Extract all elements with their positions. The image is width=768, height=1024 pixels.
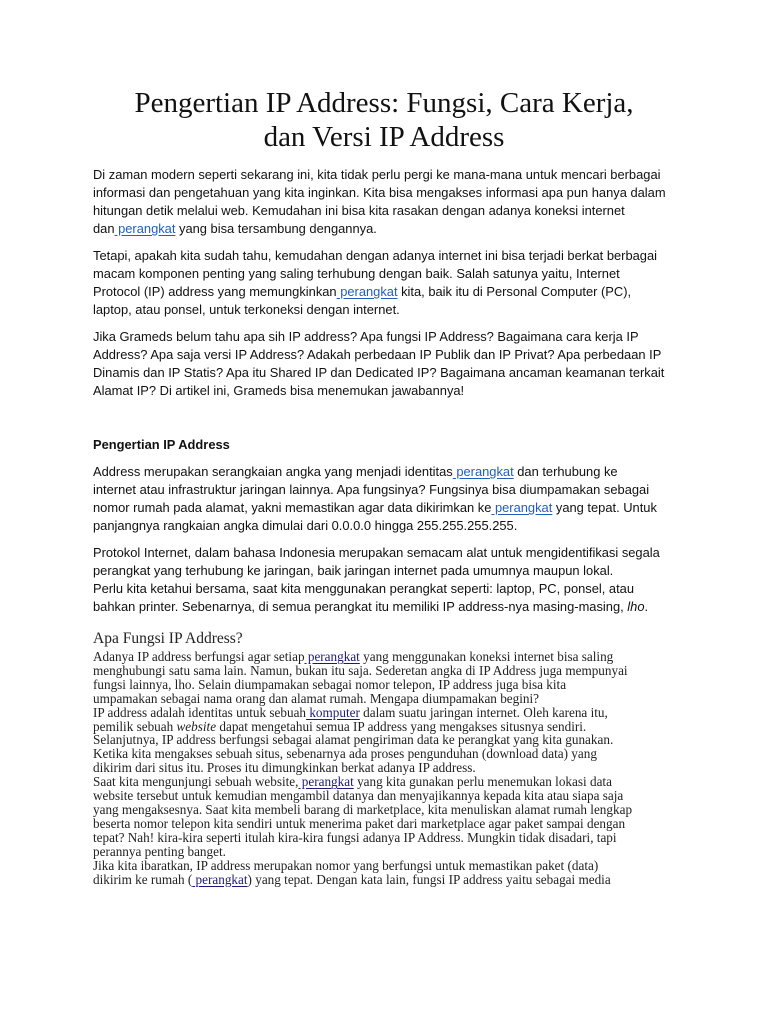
fungsi-body <box>93 650 693 886</box>
text-segment: dan <box>93 221 115 236</box>
text-line: dikirim dari situs itu. Proses itu dimungkinkan berkat adanya IP address. <box>93 760 476 776</box>
text-line: Perlu kita ketahui bersama, saat kita menggunakan perangkat seperti: laptop, PC, ponsel, atau <box>93 581 635 596</box>
perangkat-link[interactable]: perangkat <box>298 774 354 790</box>
text-segment: yang menggunakan koneksi internet bisa saling <box>359 649 614 664</box>
text-segment: kita, baik itu di Personal Computer (PC), <box>397 284 632 299</box>
text-segment: ) yang tepat. Dengan kata lain, fungsi IP address yaitu sebagai media <box>247 871 611 887</box>
text-line: tepat? Nah! kira-kira seperti itulah kira-kira fungsi adanya IP Address. Mungkin tidak disadari, tapi <box>93 829 617 845</box>
text-segment: dikirim ke rumah ( <box>93 871 193 887</box>
text-line <box>93 720 693 734</box>
text-segment: Address merupakan serangkaian angka yang menjadi identitas <box>93 464 453 479</box>
text-segment: dalam suatu jaringan internet. Oleh karena itu, <box>359 704 608 720</box>
text-line: beserta nomor telepon kita sendiri untuk menerima paket dari marketplace agar paket sampai dengan <box>93 815 626 831</box>
title-line-2: dan Versi IP Address <box>263 121 505 153</box>
perangkat-link[interactable]: perangkat <box>304 649 360 664</box>
text-line: perannya penting banget. <box>93 843 226 859</box>
text-line: macam komponen penting yang saling terhubung dengan baik. Salah satunya yaitu, Internet <box>93 266 620 281</box>
text-line: Di zaman modern seperti sekarang ini, kita tidak perlu pergi ke mana-mana untuk mencari berbagai <box>93 167 661 182</box>
text-line <box>93 220 683 238</box>
text-segment: . <box>644 599 649 614</box>
text-line <box>93 775 693 789</box>
perangkat-link[interactable]: perangkat <box>192 871 248 887</box>
text-segment: dan terhubung ke <box>513 464 618 479</box>
text-segment-italic: lho <box>627 599 645 614</box>
intro-paragraph-3 <box>93 328 683 400</box>
text-line: internet atau infrastruktur jaringan lainnya. Apa fungsinya? Fungsinya bisa diumpamakan sebagai <box>93 482 650 497</box>
text-line <box>93 499 683 517</box>
text-line: panjangnya rangkaian angka dimulai dari 0.0.0.0 hingga 255.255.255.255. <box>93 518 518 533</box>
text-line <box>93 706 693 720</box>
text-segment-italic: website <box>176 718 217 734</box>
page-title <box>60 86 708 154</box>
text-line: Protokol Internet, dalam bahasa Indonesia merupakan semacam alat untuk mengidentifikasi segala <box>93 545 660 560</box>
text-line: Address? Apa saja versi IP Address? Adakah perbedaan IP Publik dan IP Privat? Apa perbedaan IP <box>93 347 662 362</box>
text-line: menghubungi satu sama lain. Namun, bukan itu saja. Sederetan angka di IP Address juga mempunyai <box>93 662 628 678</box>
text-segment: Protocol (IP) address yang memungkinkan <box>93 284 337 299</box>
text-line: laptop, atau ponsel, untuk terkoneksi dengan internet. <box>93 302 400 317</box>
text-segment: yang tepat. Untuk <box>552 500 657 515</box>
pengertian-paragraph-1 <box>93 463 683 535</box>
section-heading-pengertian: Pengertian IP Address <box>93 437 230 452</box>
text-segment: Adanya IP address berfungsi agar setiap <box>93 649 305 664</box>
text-segment: bahkan printer. Sebenarnya, di semua perangkat itu memiliki IP address-nya masing-masing, <box>93 599 628 614</box>
text-line: informasi dan pengetahuan yang kita inginkan. Kita bisa mengakses informasi apa pun hanya dalam <box>93 185 666 200</box>
text-line <box>93 598 683 616</box>
text-segment: dapat mengetahui semua IP address yang mengakses situsnya sendiri. <box>216 718 587 734</box>
perangkat-link[interactable]: perangkat <box>491 500 553 515</box>
text-segment: Saat kita mengunjungi sebuah website, <box>93 774 299 790</box>
text-segment: yang bisa tersambung dengannya. <box>175 221 377 236</box>
text-line: Ketika kita mengakses sebuah situs, sebenarnya ada proses pengunduhan (download data) yang <box>93 746 597 762</box>
text-line: Jika kita ibaratkan, IP address merupakan nomor yang berfungsi untuk memastikan paket (data) <box>93 857 599 873</box>
pengertian-paragraph-2 <box>93 544 683 616</box>
text-line: perangkat yang terhubung ke jaringan, baik jaringan internet pada umumnya maupun lokal. <box>93 563 614 578</box>
text-line: fungsi lainnya, lho. Selain diumpamakan sebagai nomor telepon, IP address juga bisa kita <box>93 676 567 692</box>
text-line: umpamakan sebagai nama orang dan alamat rumah. Mengapa diumpamakan begini? <box>93 690 540 706</box>
text-segment: yang kita gunakan perlu menemukan lokasi data <box>353 774 612 790</box>
text-segment: nomor rumah pada alamat, yakni memastikan agar data dikirimkan ke <box>93 500 492 515</box>
title-line-1: Pengertian IP Address: Fungsi, Cara Kerja, <box>134 87 634 119</box>
text-line: Tetapi, apakah kita sudah tahu, kemudahan dengan adanya internet ini bisa terjadi berkat berbagai <box>93 248 658 263</box>
text-segment: IP address adalah identitas untuk sebuah <box>93 704 307 720</box>
text-line <box>93 463 683 481</box>
text-segment: pemilik sebuah <box>93 718 177 734</box>
intro-paragraph-2 <box>93 247 683 319</box>
perangkat-link[interactable]: perangkat <box>114 221 176 236</box>
perangkat-link[interactable]: perangkat <box>452 464 514 479</box>
text-line: Alamat IP? Di artikel ini, Grameds bisa menemukan jawabannya! <box>93 383 465 398</box>
text-line: Selanjutnya, IP address berfungsi sebagai alamat pengiriman data ke perangkat yang kita gunakan. <box>93 732 614 748</box>
komputer-link[interactable]: komputer <box>306 704 360 720</box>
text-line <box>93 873 693 887</box>
text-line: Jika Grameds belum tahu apa sih IP address? Apa fungsi IP Address? Bagaimana cara kerja IP <box>93 329 639 344</box>
text-line <box>93 650 693 664</box>
text-line: yang mengaksesnya. Saat kita membeli barang di marketplace, kita menuliskan alamat rumah lengkap <box>93 801 633 817</box>
intro-paragraph-1 <box>93 166 683 238</box>
section-heading-fungsi: Apa Fungsi IP Address? <box>93 630 243 647</box>
text-line <box>93 283 683 301</box>
text-line: Dinamis dan IP Statis? Apa itu Shared IP dan Dedicated IP? Bagaimana ancaman keamanan terkait <box>93 365 665 380</box>
perangkat-link[interactable]: perangkat <box>336 284 398 299</box>
text-line: hitungan detik melalui web. Kemudahan ini bisa kita rasakan dengan adanya koneksi internet <box>93 203 625 218</box>
text-line: website tersebut untuk kemudian mengambil datanya dan menyajikannya kepada kita atau siapa saja <box>93 788 624 804</box>
